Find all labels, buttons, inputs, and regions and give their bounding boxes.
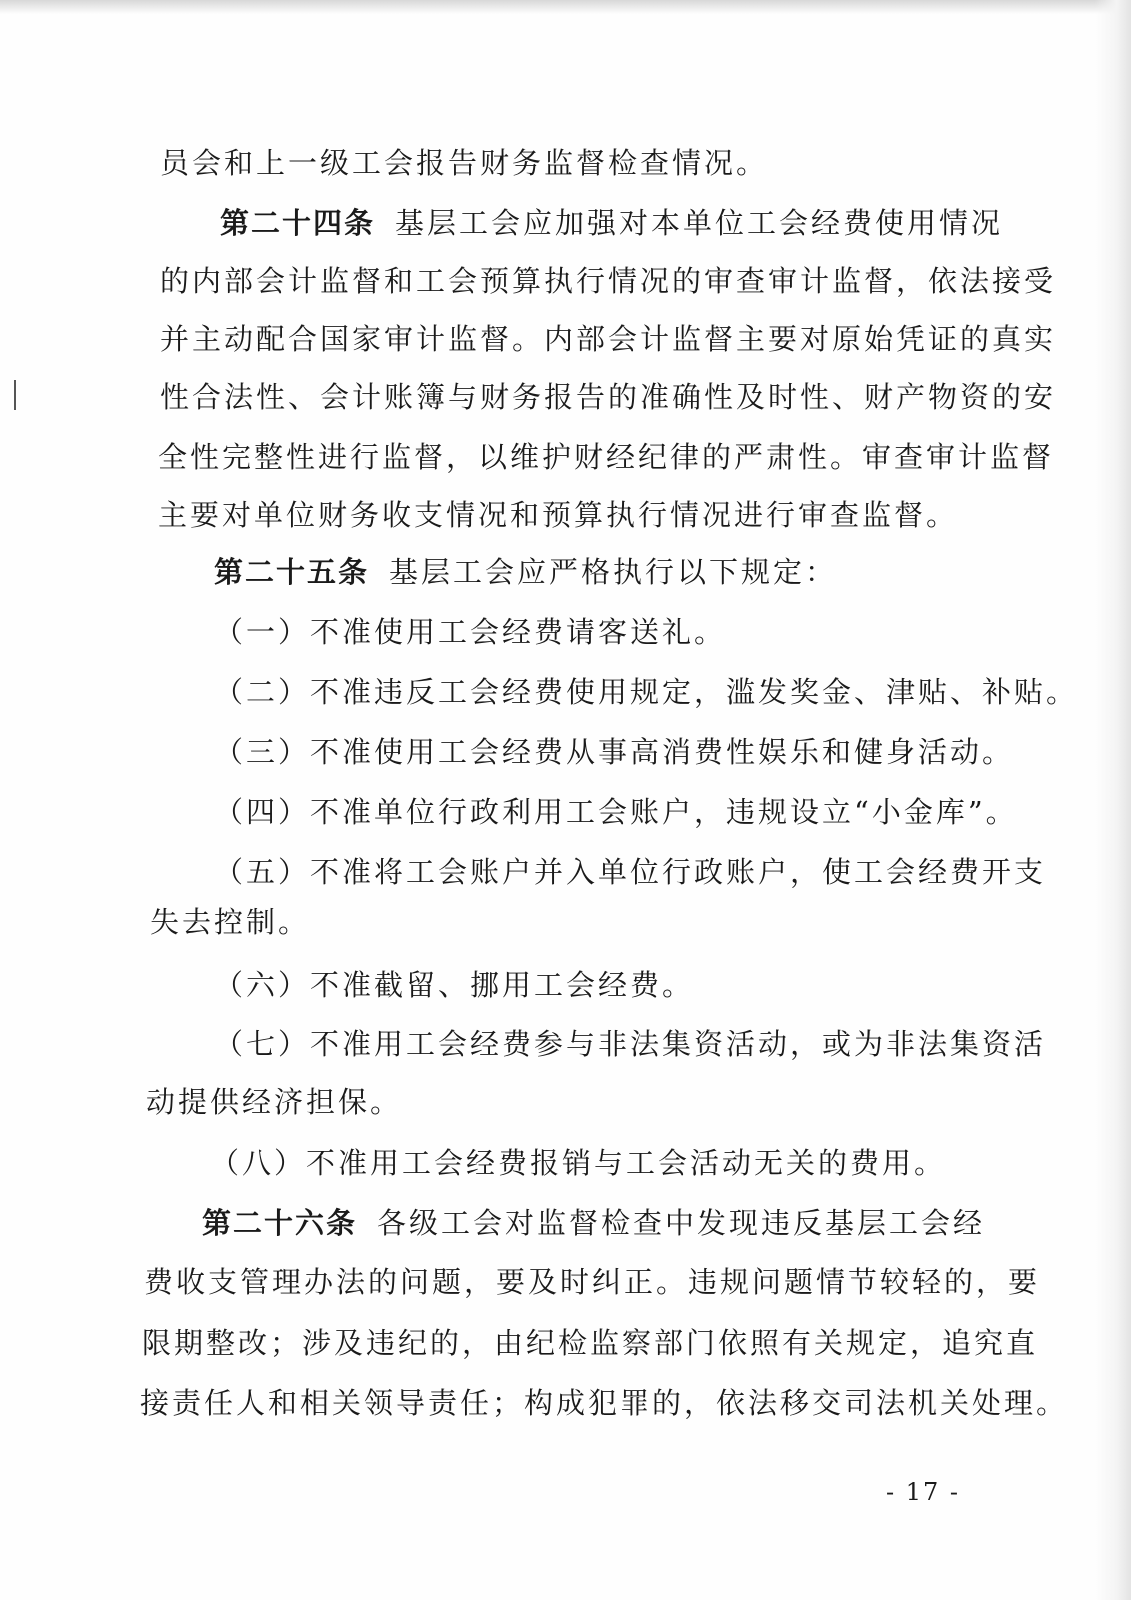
article-heading: 第二十四条: [220, 206, 376, 240]
line-text: 失去控制。: [150, 905, 311, 939]
text-line: [160, 319, 1056, 359]
clause-line: [214, 1024, 1046, 1064]
line-text: 性合法性、会计账簿与财务报告的准确性及时性、财产物资的安: [160, 380, 1057, 414]
line-text: 并主动配合国家审计监督。内部会计监督主要对原始凭证的真实: [160, 322, 1057, 356]
scan-right-shadow: [1095, 0, 1131, 1600]
text-line: [160, 143, 768, 183]
text-line: [160, 377, 1056, 417]
line-text: （五）不准将工会账户并入单位行政账户，使工会经费开支: [214, 855, 1047, 889]
line-text: 动提供经济担保。: [146, 1085, 403, 1119]
text-line: [150, 902, 310, 942]
line-text: 限期整改；涉及违纪的，由纪检监察部门依照有关规定，追究直: [142, 1326, 1039, 1360]
clause-line: [214, 732, 1014, 772]
line-text: （四）不准单位行政利用工会账户，违规设立“小金库”。: [214, 795, 1018, 829]
text-line: [146, 1082, 402, 1122]
clause-line: [214, 852, 1046, 892]
line-text: 的内部会计监督和工会预算执行情况的审查审计监督，依法接受: [160, 264, 1057, 298]
article-24-line: [220, 203, 1003, 243]
text-line: [144, 1262, 1040, 1302]
line-text: 基层工会应加强对本单位工会经费使用情况: [395, 206, 1004, 240]
article-heading: 第二十六条: [202, 1206, 358, 1240]
scan-edge-mark: [14, 380, 16, 410]
line-text: 费收支管理办法的问题，要及时纠正。违规问题情节较轻的，要: [144, 1265, 1041, 1299]
article-heading: 第二十五条: [214, 555, 370, 589]
clause-line: [214, 792, 1018, 832]
text-line: [140, 1383, 1068, 1423]
text-line: [158, 437, 1054, 477]
line-text: 各级工会对监督检查中发现违反基层工会经: [377, 1206, 986, 1240]
line-text: 全性完整性进行监督，以维护财经纪律的严肃性。审查审计监督: [158, 440, 1055, 474]
clause-line: [214, 965, 694, 1005]
line-text: 基层工会应严格执行以下规定：: [389, 555, 838, 589]
line-text: （七）不准用工会经费参与非法集资活动，或为非法集资活: [214, 1027, 1047, 1061]
clause-line: [210, 1143, 946, 1183]
line-text: （八）不准用工会经费报销与工会活动无关的费用。: [210, 1146, 947, 1180]
article-25-line: [214, 552, 837, 592]
line-text: （六）不准截留、挪用工会经费。: [214, 968, 695, 1002]
line-text: （二）不准违反工会经费使用规定，滥发奖金、津贴、补贴。: [214, 675, 1079, 709]
clause-line: [214, 612, 726, 652]
scan-top-shadow: [0, 0, 1131, 14]
article-26-line: [202, 1203, 985, 1243]
line-text: 主要对单位财务收支情况和预算执行情况进行审查监督。: [158, 498, 959, 532]
line-text: 接责任人和相关领导责任；构成犯罪的，依法移交司法机关处理。: [140, 1386, 1069, 1420]
page-number: - 17 -: [886, 1478, 961, 1506]
line-text: （一）不准使用工会经费请客送礼。: [214, 615, 727, 649]
text-line: [142, 1323, 1038, 1363]
text-line: [158, 495, 958, 535]
line-text: （三）不准使用工会经费从事高消费性娱乐和健身活动。: [214, 735, 1015, 769]
line-text: 员会和上一级工会报告财务监督检查情况。: [160, 146, 769, 180]
clause-line: [214, 672, 1078, 712]
text-line: [160, 261, 1056, 301]
